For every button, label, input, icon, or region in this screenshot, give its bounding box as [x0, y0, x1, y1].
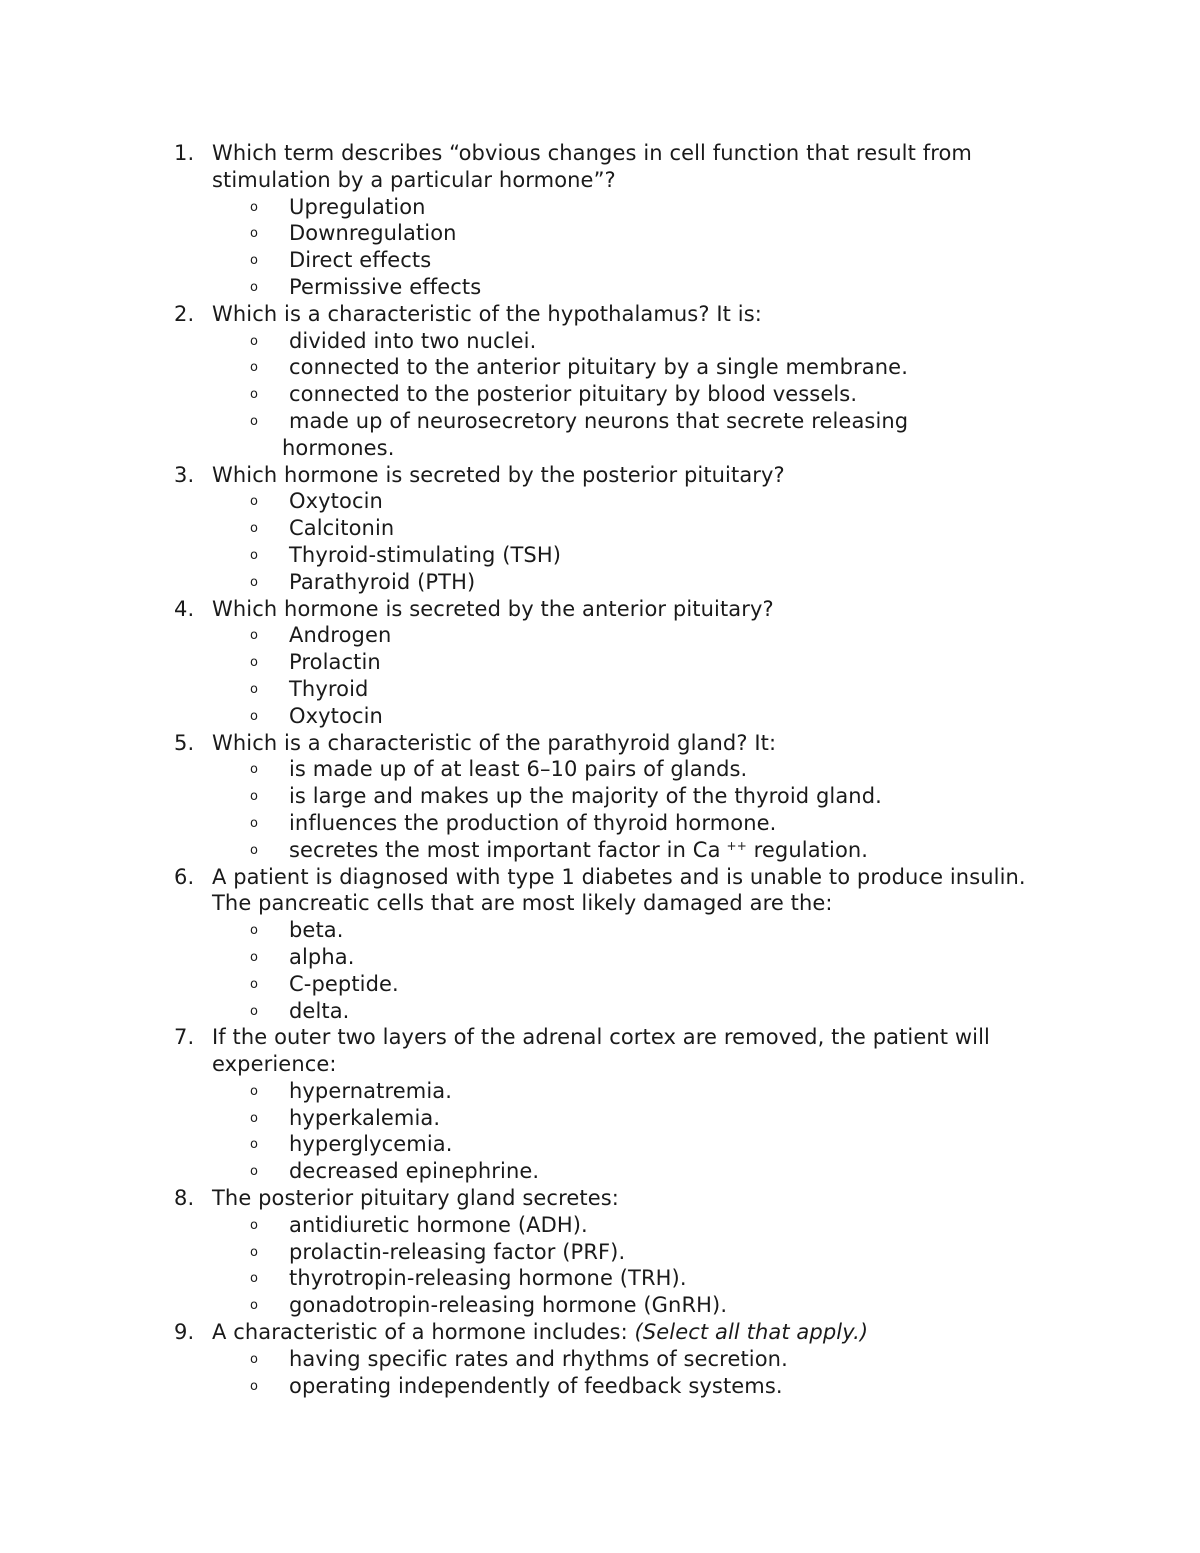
question-9	[174, 1319, 1054, 1399]
option-text: gonadotropin-releasing hormone (GnRH).	[289, 1293, 728, 1318]
option-item	[174, 1078, 1054, 1105]
option-text: made up of neurosecretory neurons that secrete releasing	[289, 408, 909, 433]
bullet-icon: o	[250, 494, 259, 510]
option-item	[174, 515, 1054, 542]
option-list	[174, 756, 1054, 863]
question-number: 3.	[174, 462, 195, 487]
option-text: Upregulation	[289, 194, 426, 219]
bullet-icon: o	[250, 842, 259, 858]
option-text: secretes the most important factor in Ca	[289, 837, 721, 862]
option-text: Permissive effects	[289, 274, 482, 299]
bullet-icon: o	[250, 387, 259, 403]
option-item	[174, 703, 1054, 730]
bullet-icon: o	[250, 681, 259, 697]
option-item	[174, 998, 1054, 1025]
question-8	[174, 1185, 1054, 1319]
bullet-icon: o	[250, 976, 259, 992]
bullet-icon: o	[250, 923, 259, 939]
option-list	[174, 194, 1054, 301]
question-number: 1.	[174, 141, 195, 165]
option-list	[174, 622, 1054, 729]
option-list	[174, 328, 1054, 462]
option-item	[174, 408, 1054, 462]
option-item	[174, 971, 1054, 998]
bullet-icon: o	[250, 1271, 259, 1287]
option-text: hyperkalemia.	[289, 1105, 441, 1130]
question-2	[174, 301, 1054, 462]
option-text: operating independently of feedback systems.	[289, 1373, 783, 1398]
option-item	[174, 1212, 1054, 1239]
option-text: influences the production of thyroid hormone.	[289, 810, 777, 835]
option-item	[174, 194, 1054, 221]
option-text: is large and makes up the majority of the thyroid gland.	[289, 784, 882, 809]
bullet-icon: o	[250, 360, 259, 376]
option-list	[174, 1346, 1054, 1400]
option-text: prolactin-releasing factor (PRF).	[289, 1239, 626, 1264]
option-item	[174, 1292, 1054, 1319]
option-item	[174, 569, 1054, 596]
option-item	[174, 1265, 1054, 1292]
question-number: 4.	[174, 596, 195, 621]
option-list	[174, 1212, 1054, 1319]
option-item	[174, 1346, 1054, 1373]
option-list	[174, 1078, 1054, 1185]
option-text: Direct effects	[289, 248, 432, 273]
question-text: The posterior pituitary gland secretes:	[212, 1186, 619, 1211]
option-item	[174, 354, 1054, 381]
bullet-icon: o	[250, 1137, 259, 1153]
bullet-icon: o	[250, 949, 259, 965]
question-1	[174, 140, 1054, 301]
bullet-icon: o	[250, 547, 259, 563]
option-item	[174, 1131, 1054, 1158]
question-text: Which term describes “obvious changes in cell function that result from stimulation by a particular hormone”?	[212, 141, 972, 192]
bullet-icon: o	[250, 1298, 259, 1314]
option-item	[174, 247, 1054, 274]
question-number: 9.	[174, 1320, 195, 1345]
question-number: 7.	[174, 1025, 195, 1050]
option-item	[174, 756, 1054, 783]
question-text: Which is a characteristic of the hypothalamus? It is:	[212, 301, 762, 326]
option-item	[174, 274, 1054, 301]
bullet-icon: o	[250, 1351, 259, 1367]
question-5	[174, 730, 1054, 864]
option-list	[174, 917, 1054, 1024]
option-text: having specific rates and rhythms of secretion.	[289, 1346, 788, 1371]
bullet-icon: o	[250, 1083, 259, 1099]
option-text: Oxytocin	[289, 489, 383, 514]
bullet-icon: o	[250, 1378, 259, 1394]
option-text: decreased epinephrine.	[289, 1159, 540, 1184]
option-text-end: regulation.	[753, 837, 869, 862]
option-text: Thyroid	[289, 676, 369, 701]
option-text: C-peptide.	[289, 971, 399, 996]
option-text: hyperglycemia.	[289, 1132, 453, 1157]
option-text: Oxytocin	[289, 703, 383, 728]
option-item	[174, 542, 1054, 569]
option-item	[174, 1239, 1054, 1266]
bullet-icon: o	[250, 1164, 259, 1180]
option-text: antidiuretic hormone (ADH).	[289, 1212, 588, 1237]
option-item	[174, 220, 1054, 247]
question-number: 2.	[174, 301, 195, 326]
superscript-charge: ++	[726, 838, 747, 853]
question-number: 8.	[174, 1186, 195, 1211]
option-item	[174, 944, 1054, 971]
bullet-icon: o	[250, 708, 259, 724]
option-item	[174, 837, 1054, 864]
question-text: If the outer two layers of the adrenal cortex are removed, the patient will experience:	[212, 1025, 990, 1077]
option-item	[174, 1373, 1054, 1400]
option-item	[174, 381, 1054, 408]
bullet-icon: o	[250, 815, 259, 831]
question-3	[174, 462, 1054, 596]
bullet-icon: o	[250, 521, 259, 537]
bullet-icon: o	[250, 789, 259, 805]
option-item	[174, 622, 1054, 649]
option-text: Androgen	[289, 623, 392, 648]
option-text: Downregulation	[289, 221, 457, 246]
option-text: alpha.	[289, 944, 355, 969]
question-number: 5.	[174, 730, 195, 755]
option-item	[174, 1105, 1054, 1132]
bullet-icon: o	[250, 1110, 259, 1126]
option-text: divided into two nuclei.	[289, 328, 537, 353]
bullet-icon: o	[250, 199, 259, 215]
option-item	[174, 676, 1054, 703]
bullet-icon: o	[250, 762, 259, 778]
option-text: Prolactin	[289, 650, 381, 675]
option-item	[174, 783, 1054, 810]
question-4	[174, 596, 1054, 730]
question-7	[174, 1024, 1054, 1185]
option-text: is made up of at least 6–10 pairs of glands.	[289, 757, 748, 782]
option-text: connected to the anterior pituitary by a single membrane.	[289, 355, 908, 380]
question-text: Which is a characteristic of the parathyroid gland? It:	[212, 730, 777, 755]
question-number: 6.	[174, 864, 195, 889]
bullet-icon: o	[250, 253, 259, 269]
option-item	[174, 328, 1054, 355]
bullet-icon: o	[250, 279, 259, 295]
bullet-icon: o	[250, 574, 259, 590]
option-text: hypernatremia.	[289, 1078, 452, 1103]
question-instruction: (Select all that apply.)	[634, 1320, 869, 1345]
option-text-continuation: hormones.	[282, 435, 395, 460]
bullet-icon: o	[250, 1244, 259, 1260]
option-text: connected to the posterior pituitary by blood vessels.	[289, 382, 858, 407]
question-text: A patient is diagnosed with type 1 diabetes and is unable to produce insulin. The pancreatic cells that are most likely damaged are the:	[212, 864, 1026, 916]
question-text: A characteristic of a hormone includes:	[212, 1320, 628, 1345]
option-text: thyrotropin-releasing hormone (TRH).	[289, 1266, 687, 1291]
question-text: Which hormone is secreted by the anterior pituitary?	[212, 596, 774, 621]
bullet-icon: o	[250, 1003, 259, 1019]
bullet-icon: o	[250, 655, 259, 671]
option-text: delta.	[289, 998, 350, 1023]
question-list	[174, 140, 1054, 1399]
option-text: Parathyroid (PTH)	[289, 569, 476, 594]
bullet-icon: o	[250, 628, 259, 644]
bullet-icon: o	[250, 226, 259, 242]
question-text-wrap	[174, 1319, 1054, 1346]
option-list	[174, 488, 1054, 595]
bullet-icon: o	[250, 333, 259, 349]
option-item	[174, 917, 1054, 944]
option-item	[174, 488, 1054, 515]
option-item	[174, 649, 1054, 676]
bullet-icon: o	[250, 1217, 259, 1233]
option-item	[174, 810, 1054, 837]
option-text: Calcitonin	[289, 516, 395, 541]
option-text: beta.	[289, 918, 344, 943]
question-6	[174, 864, 1054, 1025]
question-text: Which hormone is secreted by the posterior pituitary?	[212, 462, 785, 487]
bullet-icon: o	[250, 413, 259, 429]
option-text: Thyroid-stimulating (TSH)	[289, 542, 562, 567]
option-item	[174, 1158, 1054, 1185]
